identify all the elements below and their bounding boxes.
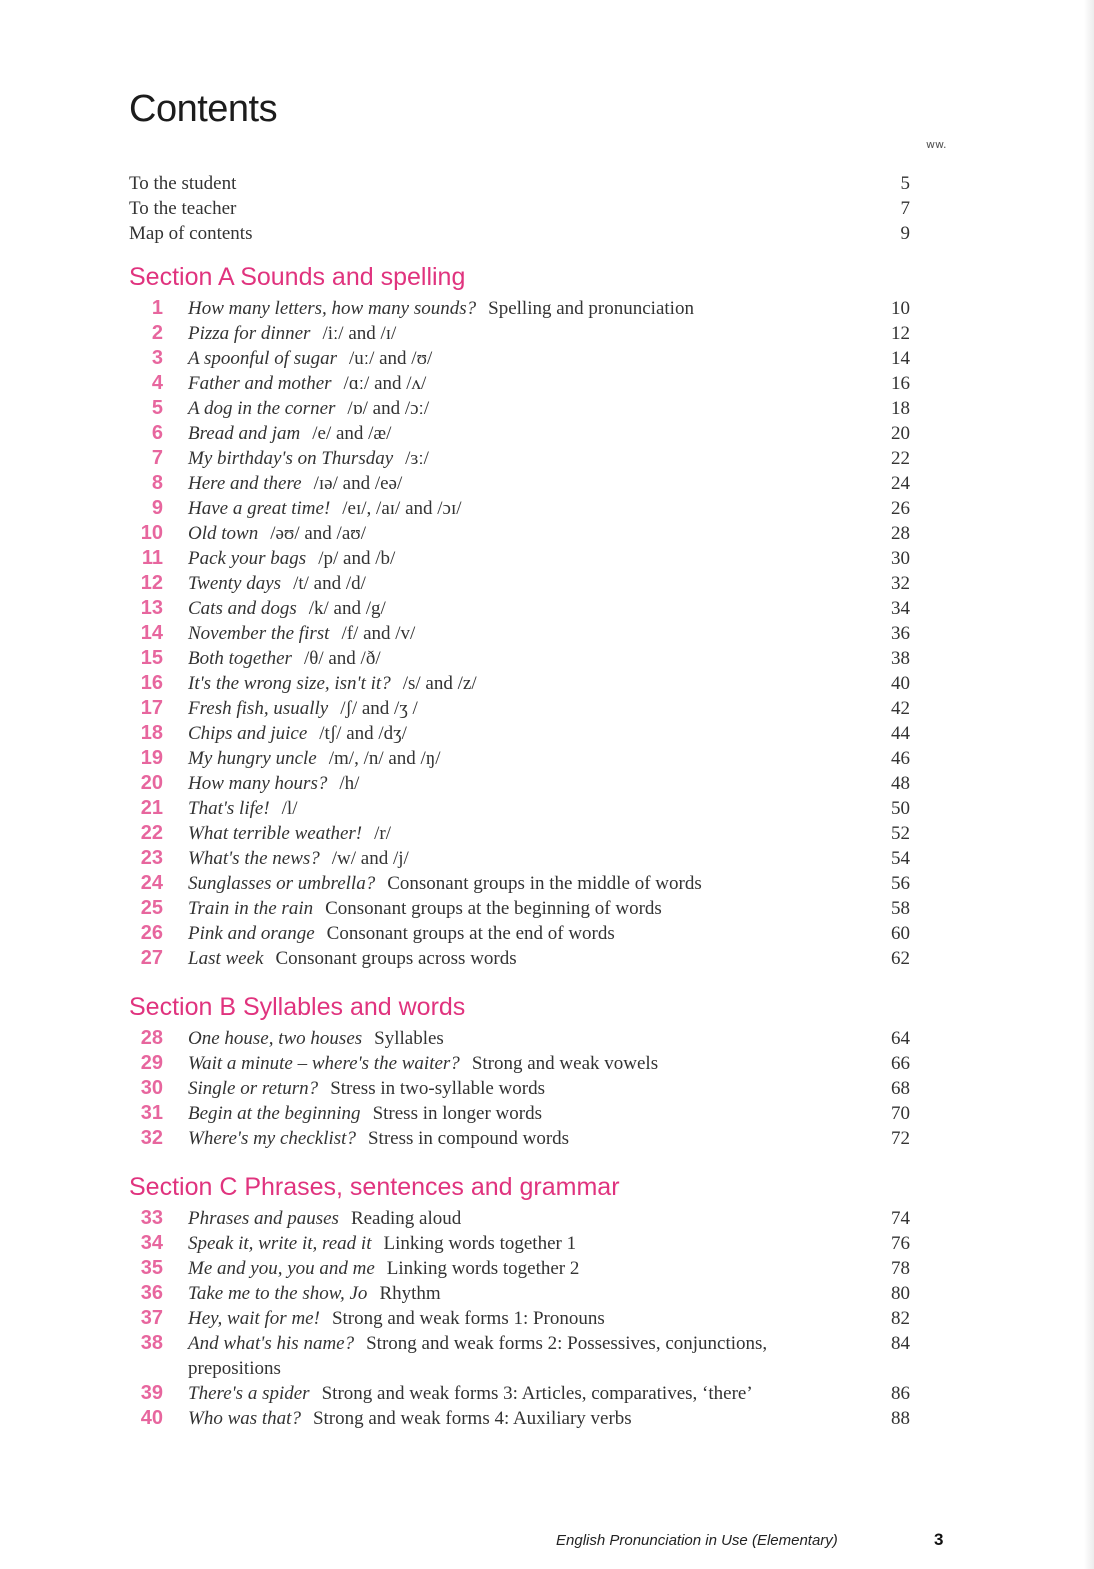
unit-number: 21 [140,797,163,819]
unit-topic: Strong and weak forms 1: Pronouns [331,1308,605,1329]
unit-page: 78 [891,1258,910,1279]
unit-number: 9 [151,497,163,519]
unit-title: Cats and dogs [188,598,297,619]
unit-number: 38 [140,1332,163,1354]
unit-page: 60 [891,923,910,944]
unit-entry [188,771,870,796]
unit-number: 4 [151,372,163,394]
unit-title: Chips and juice [188,723,308,744]
unit-title: What terrible weather! [188,823,363,844]
unit-title: Fresh fish, usually [188,698,329,719]
unit-topic: /l/ [281,798,298,819]
unit-page: 14 [891,348,910,369]
unit-entry [188,671,870,696]
unit-page: 74 [891,1208,910,1229]
front-matter-item[interactable] [129,223,914,248]
unit-number: 8 [151,472,163,494]
unit-topic: /tʃ/ and /dʒ/ [319,723,407,744]
unit-page: 58 [891,898,910,919]
unit-row[interactable] [129,346,914,371]
unit-page: 88 [891,1408,910,1429]
unit-entry [188,346,870,371]
unit-number: 40 [140,1407,163,1429]
unit-entry [188,1076,870,1101]
section-heading: Section B Syllables and words [129,993,466,1021]
unit-topic: Rhythm [379,1283,441,1304]
unit-row[interactable] [129,1406,914,1431]
unit-number: 37 [140,1307,163,1329]
unit-number: 27 [140,947,163,969]
unit-entry [188,646,870,671]
unit-topic: Consonant groups across words [275,948,517,969]
unit-title: A dog in the corner [188,398,336,419]
unit-row[interactable] [129,696,914,721]
unit-title: November the first [188,623,330,644]
unit-topic: Stress in two-syllable words [330,1078,545,1099]
unit-topic: /h/ [339,773,360,794]
unit-page: 32 [891,573,910,594]
unit-entry [188,1406,870,1431]
unit-topic: Strong and weak forms 4: Auxiliary verbs [312,1408,632,1429]
unit-number: 36 [140,1282,163,1304]
unit-row[interactable] [129,396,914,421]
unit-page: 50 [891,798,910,819]
unit-topic: Consonant groups at the end of words [326,923,615,944]
unit-title: Pack your bags [188,548,307,569]
unit-topic: Linking words together 1 [383,1233,577,1254]
unit-topic: /ɜː/ [405,448,429,469]
unit-title: One house, two houses [188,1028,363,1049]
unit-page: 46 [891,748,910,769]
unit-number: 12 [140,572,163,594]
unit-title: Pizza for dinner [188,323,311,344]
unit-page: 76 [891,1233,910,1254]
footer-page-number: 3 [934,1530,944,1549]
unit-topic: Consonant groups in the middle of words [387,873,702,894]
unit-topic: /m/, /n/ and /ŋ/ [328,748,441,769]
unit-entry [188,571,870,596]
unit-title: That's life! [188,798,270,819]
unit-entry [188,1126,870,1151]
unit-title: Single or return? [188,1078,319,1099]
unit-topic: Spelling and pronunciation [488,298,694,319]
unit-number: 31 [140,1102,163,1124]
unit-row[interactable] [129,871,914,896]
unit-page: 56 [891,873,910,894]
front-matter-item[interactable] [129,198,914,223]
unit-topic: /ɑː/ and /ʌ/ [343,373,427,394]
unit-row[interactable] [129,771,914,796]
unit-entry [188,746,870,771]
unit-title: It's the wrong size, isn't it? [188,673,391,694]
unit-topic: Strong and weak forms 2: Possessives, conjunctions, prepositions [188,1333,768,1379]
unit-row[interactable] [129,546,914,571]
unit-row[interactable] [129,1231,914,1256]
unit-title: Me and you, you and me [188,1258,375,1279]
unit-number: 15 [140,647,163,669]
unit-row[interactable] [129,1126,914,1151]
unit-row[interactable] [129,296,914,321]
unit-page: 64 [891,1028,910,1049]
unit-page: 42 [891,698,910,719]
unit-topic: /s/ and /z/ [402,673,477,694]
unit-number: 23 [140,847,163,869]
unit-page: 30 [891,548,910,569]
unit-number: 24 [140,872,163,894]
unit-row[interactable] [129,446,914,471]
unit-title: What's the news? [188,848,320,869]
unit-topic: /θ/ and /ð/ [303,648,381,669]
front-matter-label: To the teacher [129,198,237,219]
unit-number: 39 [140,1382,163,1404]
unit-page: 16 [891,373,910,394]
unit-page: 12 [891,323,910,344]
unit-row[interactable] [129,671,914,696]
unit-title: A spoonful of sugar [188,348,338,369]
unit-title: Old town [188,523,259,544]
unit-entry [188,871,870,896]
unit-number: 1 [151,297,163,319]
unit-title: Where's my checklist? [188,1128,356,1149]
unit-topic: /p/ and /b/ [318,548,396,569]
unit-number: 13 [140,597,163,619]
unit-title: Speak it, write it, read it [188,1233,372,1254]
unit-title: How many hours? [188,773,328,794]
unit-row[interactable] [129,371,914,396]
page-title: Contents [129,88,278,130]
unit-topic: Linking words together 2 [386,1258,580,1279]
unit-number: 17 [140,697,163,719]
unit-number: 16 [140,672,163,694]
unit-page: 70 [891,1103,910,1124]
unit-row[interactable] [129,321,914,346]
unit-entry [188,1381,870,1406]
corner-mark: ww. [926,138,947,151]
front-matter-label: Map of contents [129,223,253,244]
unit-row[interactable] [129,521,914,546]
unit-page: 82 [891,1308,910,1329]
unit-number: 30 [140,1077,163,1099]
unit-title: Both together [188,648,292,669]
unit-title: Wait a minute – where's the waiter? [188,1053,460,1074]
unit-page: 66 [891,1053,910,1074]
unit-row[interactable] [129,1306,914,1331]
unit-topic: /ʃ/ and /ʒ / [340,698,418,719]
unit-entry [188,496,870,521]
unit-entry [188,296,870,321]
unit-entry [188,621,870,646]
unit-row[interactable] [129,621,914,646]
unit-entry [188,1101,870,1126]
unit-topic: /ɪə/ and /eə/ [313,473,403,494]
unit-number: 32 [140,1127,163,1149]
unit-topic: Reading aloud [350,1208,462,1229]
unit-row[interactable] [129,421,914,446]
unit-topic: Syllables [374,1028,444,1049]
unit-number: 14 [140,622,163,644]
unit-number: 5 [151,397,163,419]
unit-entry [188,896,870,921]
unit-number: 22 [140,822,163,844]
unit-row[interactable] [129,821,914,846]
unit-row[interactable] [129,496,914,521]
unit-topic: /əʊ/ and /aʊ/ [270,523,366,544]
unit-page: 26 [891,498,910,519]
unit-number: 18 [140,722,163,744]
unit-entry [188,596,870,621]
unit-topic: /ɒ/ and /ɔː/ [347,398,430,419]
unit-title: Here and there [188,473,302,494]
unit-row[interactable] [129,1256,914,1281]
unit-row[interactable] [129,471,914,496]
unit-title: And what's his name? [188,1333,355,1354]
section-heading: Section C Phrases, sentences and grammar [129,1173,620,1201]
front-matter-page: 9 [900,223,910,244]
unit-row[interactable] [129,921,914,946]
section-a [129,260,914,971]
unit-row[interactable] [129,796,914,821]
unit-entry [188,1051,870,1076]
unit-entry [188,821,870,846]
front-matter-item[interactable] [129,173,914,198]
footer-book-title: English Pronunciation in Use (Elementary) [556,1532,838,1549]
unit-entry [188,421,870,446]
unit-title: Father and mother [188,373,332,394]
unit-title: Begin at the beginning [188,1103,361,1124]
unit-entry [188,396,870,421]
front-matter-label: To the student [129,173,237,194]
unit-row[interactable] [129,596,914,621]
unit-number: 19 [140,747,163,769]
unit-title: Take me to the show, Jo [188,1283,368,1304]
unit-entry [188,846,870,871]
unit-topic: Consonant groups at the beginning of words [325,898,662,919]
unit-title: Pink and orange [188,923,315,944]
unit-page: 18 [891,398,910,419]
unit-entry [188,1281,870,1306]
unit-page: 80 [891,1283,910,1304]
unit-row[interactable] [129,646,914,671]
unit-title: Hey, wait for me! [188,1308,320,1329]
unit-entry [188,446,870,471]
unit-row[interactable] [129,1026,914,1051]
unit-row[interactable] [129,946,914,971]
unit-page: 20 [891,423,910,444]
unit-number: 10 [140,522,163,544]
unit-list [129,1026,914,1151]
unit-page: 34 [891,598,910,619]
unit-title: There's a spider [188,1383,310,1404]
unit-page: 40 [891,673,910,694]
unit-row[interactable] [129,1381,914,1406]
unit-topic: /e/ and /æ/ [312,423,392,444]
unit-number: 34 [140,1232,163,1254]
unit-topic: /eɪ/, /aɪ/ and /ɔɪ/ [342,498,462,519]
unit-row[interactable] [129,1331,914,1381]
unit-number: 35 [140,1257,163,1279]
unit-entry [188,1306,870,1331]
unit-topic: /f/ and /v/ [341,623,416,644]
unit-entry [188,546,870,571]
unit-row[interactable] [129,846,914,871]
unit-row[interactable] [129,721,914,746]
unit-title: Phrases and pauses [188,1208,339,1229]
unit-number: 7 [151,447,163,469]
section-b [129,990,914,1151]
unit-page: 48 [891,773,910,794]
unit-entry [188,1256,870,1281]
unit-entry [188,796,870,821]
unit-row[interactable] [129,571,914,596]
unit-number: 11 [141,547,163,569]
unit-number: 26 [140,922,163,944]
unit-page: 10 [891,298,910,319]
unit-entry [188,921,870,946]
unit-row[interactable] [129,746,914,771]
unit-page: 54 [891,848,910,869]
unit-title: How many letters, how many sounds? [188,298,477,319]
unit-title: Bread and jam [188,423,301,444]
unit-entry [188,1206,870,1231]
section-heading: Section A Sounds and spelling [129,263,466,291]
unit-entry [188,321,870,346]
unit-number: 6 [151,422,163,444]
unit-title: Sunglasses or umbrella? [188,873,376,894]
unit-row[interactable] [129,1206,914,1231]
front-matter-list [129,173,914,248]
unit-entry [188,471,870,496]
unit-list [129,296,914,971]
unit-page: 44 [891,723,910,744]
unit-topic: /uː/ and /ʊ/ [349,348,433,369]
unit-entry [188,696,870,721]
unit-number: 25 [140,897,163,919]
unit-topic: Stress in longer words [372,1103,542,1124]
unit-page: 52 [891,823,910,844]
unit-topic: /t/ and /d/ [293,573,366,594]
unit-number: 2 [151,322,163,344]
unit-number: 20 [140,772,163,794]
unit-page: 28 [891,523,910,544]
unit-number: 33 [140,1207,163,1229]
unit-page: 86 [891,1383,910,1404]
unit-page: 36 [891,623,910,644]
unit-topic: /r/ [374,823,392,844]
front-matter-page: 7 [900,198,910,219]
unit-title: Have a great time! [188,498,331,519]
unit-page: 38 [891,648,910,669]
unit-number: 29 [140,1052,163,1074]
unit-title: Last week [188,948,264,969]
unit-topic: /iː/ and /ɪ/ [322,323,397,344]
unit-entry [188,1331,870,1381]
unit-entry [188,371,870,396]
section-c [129,1170,914,1431]
unit-entry [188,946,870,971]
unit-row[interactable] [129,1281,914,1306]
unit-number: 3 [151,347,163,369]
unit-entry [188,1026,870,1051]
page-edge-shadow [1084,0,1094,1569]
unit-entry [188,521,870,546]
unit-page: 72 [891,1128,910,1149]
unit-entry [188,1231,870,1256]
unit-row[interactable] [129,896,914,921]
unit-topic: /w/ and /j/ [331,848,409,869]
unit-topic: Stress in compound words [367,1128,570,1149]
unit-row[interactable] [129,1051,914,1076]
unit-page: 62 [891,948,910,969]
unit-title: Train in the rain [188,898,314,919]
unit-title: Twenty days [188,573,282,594]
unit-page: 24 [891,473,910,494]
unit-row[interactable] [129,1076,914,1101]
unit-title: My hungry uncle [188,748,317,769]
unit-number: 28 [140,1027,163,1049]
unit-list [129,1206,914,1431]
front-matter-page: 5 [900,173,910,194]
unit-topic: Strong and weak vowels [471,1053,659,1074]
unit-row[interactable] [129,1101,914,1126]
unit-title: My birthday's on Thursday [188,448,394,469]
unit-page: 84 [891,1333,910,1354]
unit-topic: Strong and weak forms 3: Articles, comparatives, ‘there’ [321,1383,753,1404]
unit-topic: /k/ and /g/ [308,598,386,619]
unit-page: 68 [891,1078,910,1099]
unit-page: 22 [891,448,910,469]
unit-title: Who was that? [188,1408,301,1429]
unit-entry [188,721,870,746]
